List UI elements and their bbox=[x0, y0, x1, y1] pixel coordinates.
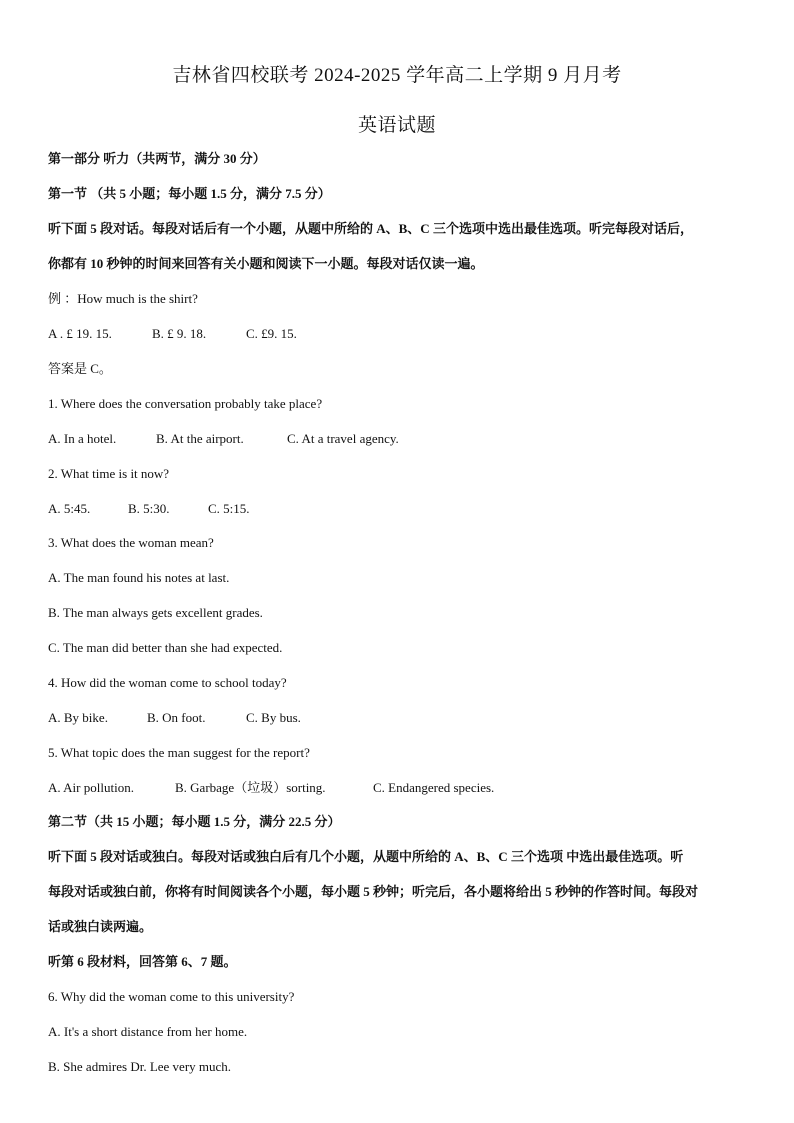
example-options bbox=[48, 325, 748, 343]
q1-option-c: C. At a travel agency. bbox=[287, 431, 399, 446]
q4-option-b: B. On foot. bbox=[147, 710, 206, 725]
question-2: 2. What time is it now? bbox=[48, 466, 170, 481]
exam-subtitle: 英语试题 bbox=[357, 115, 436, 136]
q1-option-b: B. At the airport. bbox=[156, 431, 244, 446]
q6-option-b: B. She admires Dr. Lee very much. bbox=[48, 1059, 232, 1074]
q4-option-a: A. By bike. bbox=[48, 710, 108, 725]
example-answer: 答案是 C。 bbox=[48, 361, 112, 376]
question-5: 5. What topic does the man suggest for the report? bbox=[48, 745, 310, 760]
question-1-options bbox=[48, 430, 748, 448]
example-option-c: C. £9. 15. bbox=[246, 326, 297, 341]
section1-instruction-1: 听下面 5 段对话。每段对话后有一个小题，从题中所给的 A、B、C 三个选项中选出最佳选项。听完每段对话后， bbox=[48, 221, 693, 236]
question-4: 4. How did the woman come to school today? bbox=[48, 675, 287, 690]
question-5-options bbox=[48, 779, 748, 797]
q5-option-b: B. Garbage（垃圾）sorting. bbox=[175, 780, 326, 795]
section2-heading: 第二节（共 15 小题；每小题 1.5 分，满分 22.5 分） bbox=[48, 814, 341, 829]
section1-instruction-2: 你都有 10 秒钟的时间来回答有关小题和阅读下一小题。每段对话仅读一遍。 bbox=[48, 256, 484, 271]
q2-option-c: C. 5:15. bbox=[208, 501, 250, 516]
q2-option-b: B. 5:30. bbox=[128, 501, 170, 516]
section2-instruction-3: 话或独白读两遍。 bbox=[48, 919, 153, 934]
material-6-heading: 听第 6 段材料，回答第 6、7 题。 bbox=[48, 954, 237, 969]
section2-instruction-2: 每段对话或独白前，你将有时间阅读各个小题，每小题 5 秒钟；听完后，各小题将给出 5 秒钟的作答时间。每段对 bbox=[48, 884, 699, 899]
question-1: 1. Where does the conversation probably take place? bbox=[48, 396, 323, 411]
question-4-options bbox=[48, 709, 748, 727]
exam-title: 吉林省四校联考 2024-2025 学年高二上学期 9 月月考 bbox=[172, 65, 622, 86]
part1-heading: 第一部分 听力（共两节，满分 30 分） bbox=[48, 151, 266, 166]
q5-option-a: A. Air pollution. bbox=[48, 780, 134, 795]
question-6: 6. Why did the woman come to this university? bbox=[48, 989, 295, 1004]
q6-option-a: A. It's a short distance from her home. bbox=[48, 1024, 248, 1039]
q1-option-a: A. In a hotel. bbox=[48, 431, 117, 446]
q5-option-c: C. Endangered species. bbox=[373, 780, 495, 795]
section1-heading: 第一节 （共 5 小题；每小题 1.5 分，满分 7.5 分） bbox=[48, 186, 331, 201]
q2-option-a: A. 5:45. bbox=[48, 501, 91, 516]
question-2-options bbox=[48, 500, 748, 518]
q4-option-c: C. By bus. bbox=[246, 710, 301, 725]
question-3: 3. What does the woman mean? bbox=[48, 535, 214, 550]
q3-option-c: C. The man did better than she had expected. bbox=[48, 640, 283, 655]
section2-instruction-1: 听下面 5 段对话或独白。每段对话或独白后有几个小题，从题中所给的 A、B、C 三个选项 中选出最佳选项。听 bbox=[48, 849, 684, 864]
example-option-b: B. £ 9. 18. bbox=[152, 326, 207, 341]
example-option-a: A . £ 19. 15. bbox=[48, 326, 112, 341]
q3-option-a: A. The man found his notes at last. bbox=[48, 570, 230, 585]
example-question: 例 ：How much is the shirt? bbox=[48, 291, 198, 306]
q3-option-b: B. The man always gets excellent grades. bbox=[48, 605, 263, 620]
